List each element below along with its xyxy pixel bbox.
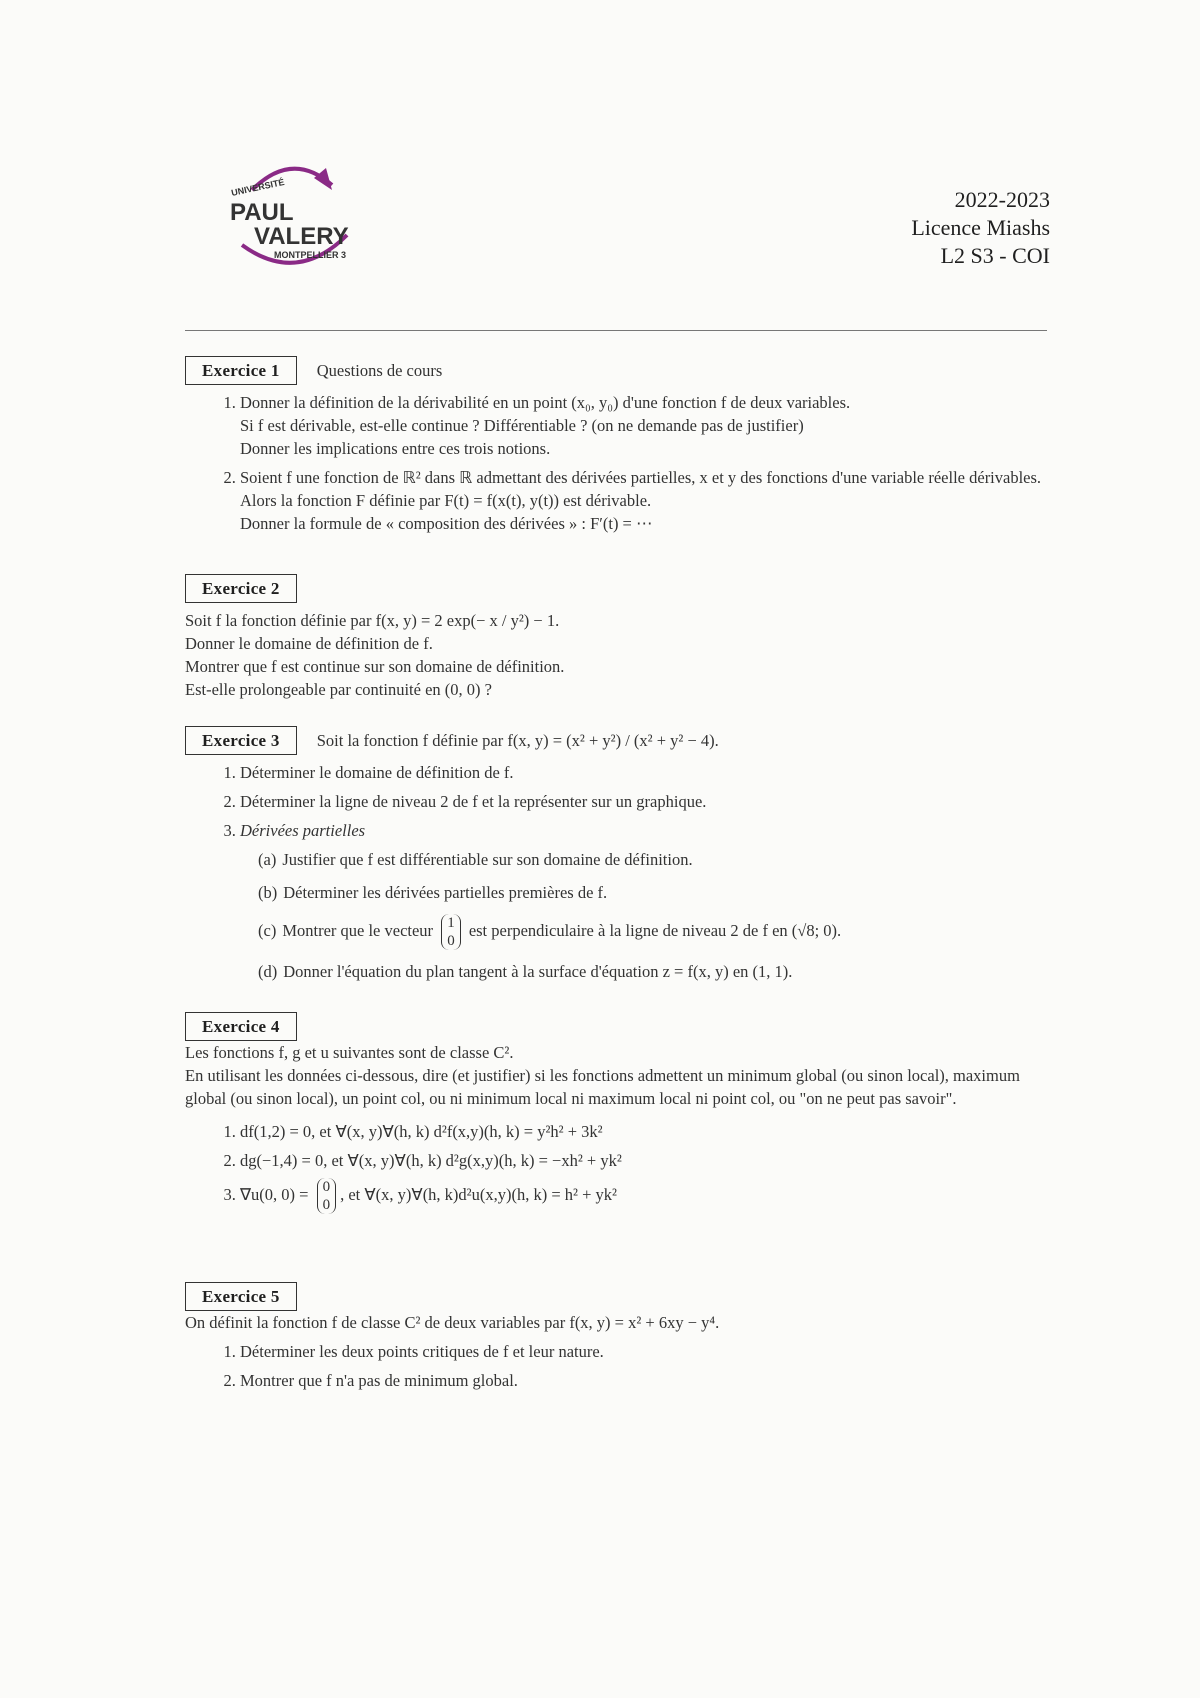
exercise-2-label: Exercice 2 <box>185 574 297 603</box>
svg-text:UNIVERSITÉ: UNIVERSITÉ <box>230 176 286 198</box>
column-vector: 1 0 <box>441 914 461 950</box>
exercise-4-item: 2. dg(−1,4) = 0, et ∀(x, y)∀(h, k) d²g(x,y)(h, k) = −xh² + yk² <box>240 1149 1050 1172</box>
exercise-3-item: 2. Déterminer la ligne de niveau 2 de f et la représenter sur un graphique. <box>240 790 1050 813</box>
exercise-1-title: Questions de cours <box>316 361 443 380</box>
university-logo <box>222 160 372 280</box>
svg-text:VALERY: VALERY <box>254 223 349 250</box>
exercise-3 <box>185 726 1050 993</box>
exercise-2 <box>185 574 1050 701</box>
exercise-4-item: 1. df(1,2) = 0, et ∀(x, y)∀(h, k) d²f(x,y)(h, k) = y²h² + 3k² <box>240 1120 1050 1143</box>
exercise-5-item: 1. Déterminer les deux points critiques de f et leur nature. <box>240 1340 1050 1363</box>
exercise-1 <box>185 356 1050 541</box>
gradient-vector: 0 0 <box>317 1178 337 1214</box>
exercise-3-label: Exercice 3 <box>185 726 297 755</box>
exercise-4 <box>185 1012 1050 1220</box>
exercise-2-line: Montrer que f est continue sur son domaine de définition. <box>185 657 565 676</box>
exercise-3-title: Soit la fonction f définie par f(x, y) = (x² + y²) / (x² + y² − 4). <box>316 731 719 750</box>
exercise-2-line: Donner le domaine de définition de f. <box>185 634 433 653</box>
course-header <box>911 186 1050 270</box>
exercise-1-item-1: 1. Donner la définition de la dérivabilité en un point (x₀, y₀) d'une fonction f de deux variables. Si f est dérivable, est-elle continue ? Différentiable ? (on ne demande pas de justifier) Donner les implications entre ces trois notions. <box>240 391 1050 460</box>
exercise-3-item: 1. Déterminer le domaine de définition de f. <box>240 761 1050 784</box>
exercise-4-line: Les fonctions f, g et u suivantes sont de classe C². <box>185 1043 514 1062</box>
program-name: Licence Miashs <box>911 215 1050 240</box>
exercise-3-subitem-c: (c) Montrer que le vecteur 1 0 est perpendiculaire à la ligne de niveau 2 de f en (√8; 0). <box>258 915 842 949</box>
academic-year: 2022-2023 <box>954 187 1050 212</box>
exercise-3-subitem-a: (a) Justifier que f est différentiable sur son domaine de définition. <box>258 850 693 869</box>
exercise-4-line: En utilisant les données ci-dessous, dire (et justifier) si les fonctions admettent un minimum global (ou sinon local), maximum global (ou sinon local), un point col, ou ni minimum local ni maximum local ni point col, ou "on ne peut pas savoir". <box>185 1066 1020 1108</box>
exercise-3-subitem-b: (b) Déterminer les dérivées partielles premières de f. <box>258 883 608 902</box>
course-code: L2 S3 - COI <box>940 243 1050 268</box>
exercise-1-label: Exercice 1 <box>185 356 297 385</box>
exercise-2-line: Soit f la fonction définie par f(x, y) = 2 exp(− x / y²) − 1. <box>185 611 560 630</box>
exercise-1-item-2: 2. Soient f une fonction de ℝ² dans ℝ admettant des dérivées partielles, x et y des fonctions d'une variable réelle dérivables. Alors la fonction F définie par F(t) = f(x(t), y(t)) est dérivable. Donner la formule de « composition des dérivées » : F′(t) = ⋯ <box>240 466 1050 535</box>
exercise-5-item: 2. Montrer que f n'a pas de minimum global. <box>240 1369 1050 1392</box>
exercise-5-label: Exercice 5 <box>185 1282 297 1311</box>
exercise-4-label: Exercice 4 <box>185 1012 297 1041</box>
svg-text:PAUL: PAUL <box>230 199 294 226</box>
exercise-5-intro: On définit la fonction f de classe C² de deux variables par f(x, y) = x² + 6xy − y⁴. <box>185 1313 720 1332</box>
exercise-2-line: Est-elle prolongeable par continuité en (0, 0) ? <box>185 680 492 699</box>
exercise-3-subitem-d: (d) Donner l'équation du plan tangent à la surface d'équation z = f(x, y) en (1, 1). <box>258 962 793 981</box>
exercise-4-item: 3. ∇u(0, 0) = 0 0 , et ∀(x, y)∀(h, k)d²u(x,y)(h, k) = h² + yk² <box>240 1178 1050 1214</box>
header-divider <box>185 330 1047 331</box>
svg-text:MONTPELLIER 3: MONTPELLIER 3 <box>274 250 347 260</box>
exercise-5 <box>185 1282 1050 1398</box>
exercise-3-item: 3. Dérivées partielles (a) Justifier que f est différentiable sur son domaine de définition. (b) Déterminer les dérivées partielles premières de f. (c) Montrer que le vecteur 1 0 est perpendiculaire à la ligne de niveau 2 de f en (√8; 0). (d) Donner l'équation du plan tangent à la surface d'équation z = f(x, y) en (1, 1). <box>240 819 1050 983</box>
